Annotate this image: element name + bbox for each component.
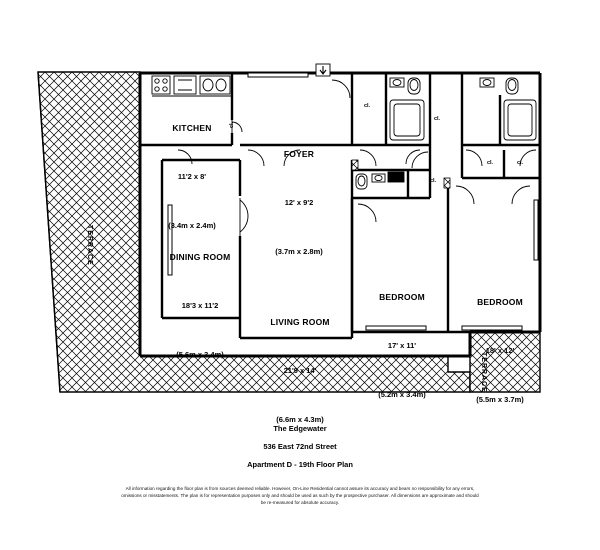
room-name: BEDROOM — [477, 297, 523, 308]
building-address: 536 East 72nd Street — [263, 442, 337, 451]
closet-label-1: cl. — [363, 103, 371, 109]
room-label-dining-room — [145, 213, 255, 398]
room-dimensions-m: (3.4m x 2.4m) — [168, 220, 216, 230]
room-label-living-room — [245, 278, 355, 463]
room-name: KITCHEN — [172, 123, 212, 134]
room-dimensions-ft: 12' x 9'2 — [284, 198, 314, 208]
closet-label-2: cl. — [433, 116, 441, 122]
room-dimensions-ft: 21'9 x 14' — [283, 366, 317, 376]
room-dimensions-m: (5.2m x 3.4m) — [378, 389, 426, 399]
closet-label-5: cl. — [429, 178, 437, 184]
room-name: BEDROOM — [379, 292, 425, 303]
closet-label-6: cl. — [229, 121, 235, 129]
room-label-bedroom-1 — [352, 253, 452, 438]
room-name: LIVING ROOM — [270, 317, 330, 328]
room-name: FOYER — [283, 149, 315, 160]
terrace-label-left: TERRACE — [86, 225, 93, 266]
room-dimensions-ft: 18'3 x 11'2 — [181, 301, 219, 311]
room-name: DINING ROOM — [169, 252, 231, 263]
room-dimensions-ft: 11'2 x 8' — [177, 172, 207, 182]
building-name: The Edgewater — [273, 424, 327, 433]
closet-label-3: cl. — [486, 160, 494, 166]
entry-arrow — [316, 64, 330, 76]
room-dimensions-m: (3.7m x 2.8m) — [275, 246, 323, 256]
unit-and-floor: Apartment D - 19th Floor Plan — [247, 460, 353, 469]
room-dimensions-m: (5.6m x 3.4m) — [176, 349, 224, 359]
terrace-label-right: TERRACE — [480, 352, 487, 393]
room-dimensions-m: (5.5m x 3.7m) — [476, 394, 524, 404]
disclaimer-text: All information regarding the floor plan is from sources deemed reliable. However, On-Line Residential cannot assure its accuracy and bears no responsibility for any errors, omissions or misstatements. The plan is for representation purposes only and should be used as such by the prospective purchaser. All dimensions are approximate and should be re-measured for absolute accuracy. — [121, 486, 479, 506]
room-dimensions-m: (6.6m x 4.3m) — [276, 414, 324, 424]
room-dimensions-ft: 17' x 11' — [387, 341, 417, 351]
room-label-foyer — [254, 110, 344, 295]
closet-label-4: cl. — [516, 160, 524, 166]
room-dimensions-ft: 18' x 12' — [485, 346, 515, 356]
room-label-bedroom-2 — [450, 258, 550, 443]
